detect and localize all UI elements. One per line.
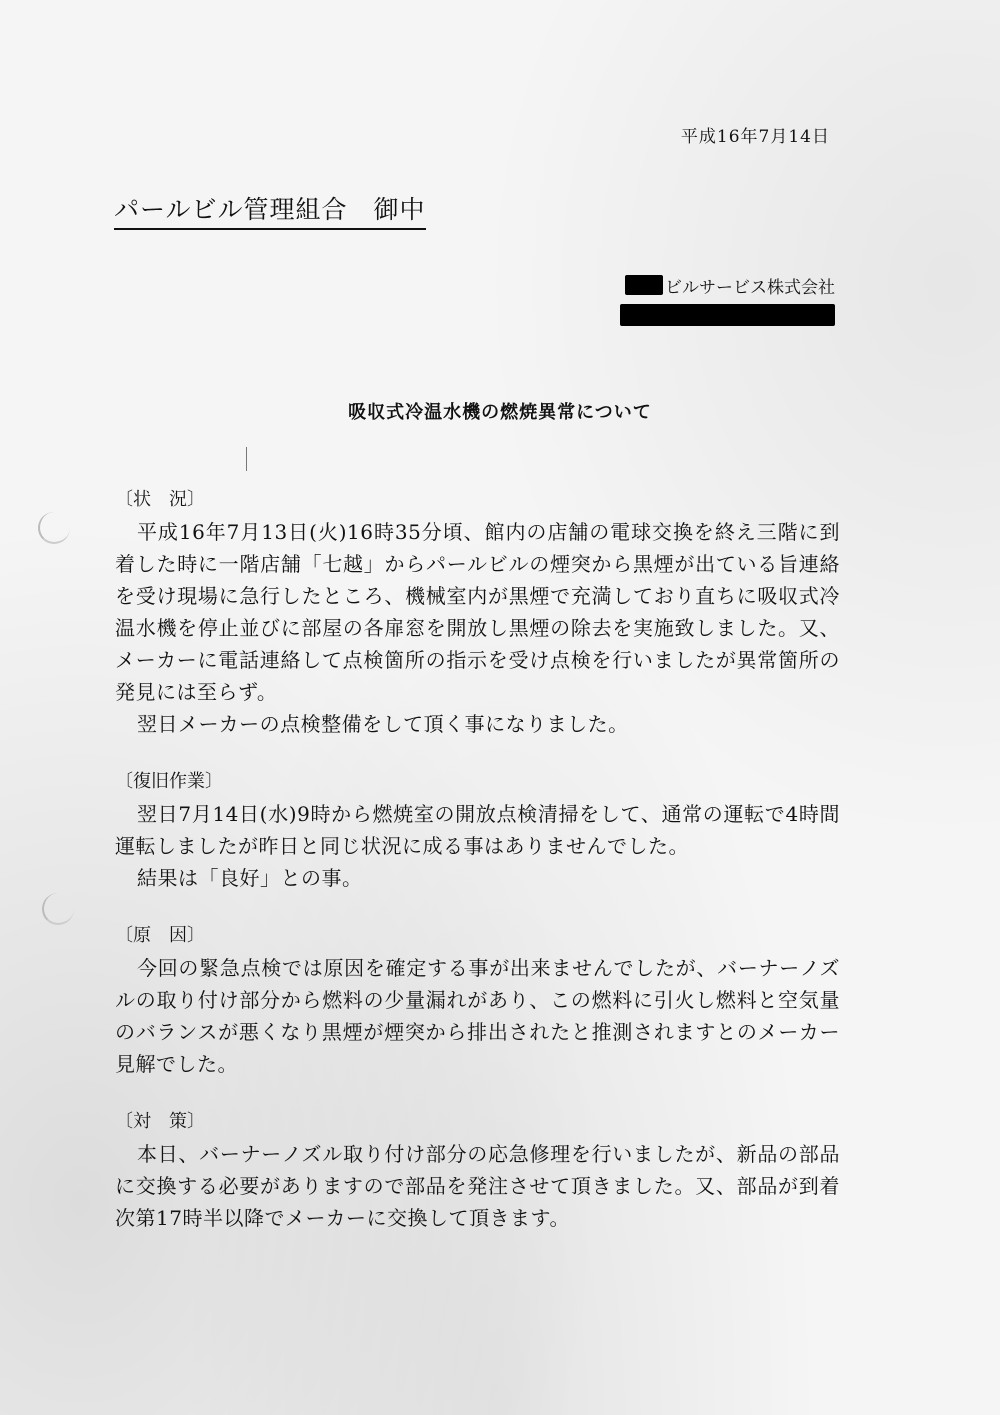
document-body [115, 484, 840, 1260]
document-title: 吸収式冷温水機の燃焼異常について [348, 402, 652, 423]
recipient: パールビル管理組合 御中 [114, 190, 426, 230]
sender-company: ビルサービス株式会社 [665, 277, 835, 298]
sender-name-line [620, 298, 835, 324]
section-paragraph: 本日、バーナーノズル取り付け部分の応急修理を行いましたが、新品の部品に交換する必要がありますので部品を発注させて頂きました。又、部品が到着次第17時半以降でメーカーに交換して頂きます。 [115, 1142, 840, 1230]
sender-company-line [620, 272, 835, 298]
section-recovery [115, 766, 840, 894]
section-paragraph: 翌日7月14日(水)9時から燃焼室の開放点検清掃をして、通常の運転で4時間運転しましたが昨日と同じ状況に成る事はありませんでした。 [115, 802, 840, 858]
section-heading: 〔対 策〕 [115, 1111, 205, 1132]
document-date: 平成16年7月14日 [680, 127, 830, 147]
sender-block [620, 272, 835, 324]
scan-mark [246, 447, 247, 471]
section-cause [115, 920, 840, 1080]
section-heading: 〔復旧作業〕 [115, 771, 223, 792]
section-paragraph: 結果は「良好」との事。 [137, 866, 363, 890]
section-paragraph: 翌日メーカーの点検整備をして頂く事になりました。 [137, 712, 629, 736]
punch-hole-top [38, 512, 70, 544]
section-paragraph: 平成16年7月13日(火)16時35分頃、館内の店舗の電球交換を終え三階に到着した時に一階店舗「七越」からパールビルの煙突から黒煙が出ている旨連絡を受け現場に急行したところ、機械室内が黒煙で充満しており直ちに吸収式冷温水機を停止並びに部屋の各扉窓を開放し黒煙の除去を実施致しました。又、メーカーに電話連絡して点検箇所の指示を受け点検を行いましたが異常箇所の発見には至らず。 [115, 520, 840, 704]
section-situation [115, 484, 840, 740]
section-heading: 〔状 況〕 [115, 489, 205, 510]
section-heading: 〔原 因〕 [115, 925, 205, 946]
redaction-bar [620, 304, 835, 326]
punch-hole-bottom [42, 893, 74, 925]
section-paragraph: 今回の緊急点検では原因を確定する事が出来ませんでしたが、バーナーノズルの取り付け部分から燃料の少量漏れがあり、この燃料に引火し燃料と空気量のバランスが悪くなり黒煙が煙突から排出されたと推測されますとのメーカー見解でした。 [115, 956, 840, 1076]
section-countermeasure [115, 1106, 840, 1234]
redaction-bar [625, 275, 663, 295]
